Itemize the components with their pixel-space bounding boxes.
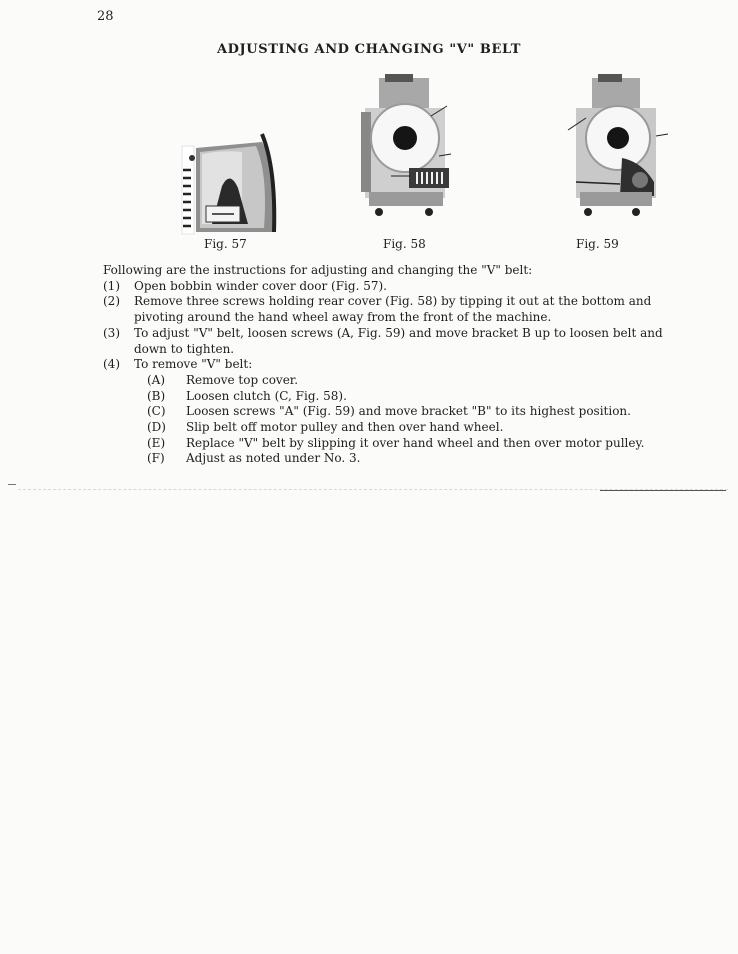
step-text: To remove "V" belt: [134, 357, 253, 372]
substep-d [103, 420, 703, 436]
step-text: Remove three screws holding rear cover (Fig. 58) by tipping it out at the bottom and [134, 294, 652, 309]
substep-text: Adjust as noted under No. 3. [186, 451, 361, 466]
figure-58-photo [355, 72, 455, 222]
step-4 [103, 357, 703, 373]
substep-letter: (B) [147, 388, 166, 403]
instructions [103, 263, 703, 467]
substep-letter: (F) [147, 451, 165, 466]
substep-f [103, 451, 703, 467]
step-2 [103, 294, 703, 310]
step-2-continued [103, 310, 703, 326]
substep-e [103, 436, 703, 452]
figure-57-caption: Fig. 57 [204, 237, 247, 251]
substep-c [103, 404, 703, 420]
substep-b [103, 389, 703, 405]
substep-text: Slip belt off motor pulley and then over hand wheel. [186, 420, 504, 435]
edge-mark [8, 484, 16, 485]
substep-a [103, 373, 703, 389]
step-text: Open bobbin winder cover door (Fig. 57). [134, 278, 387, 293]
substep-letter: (D) [147, 420, 166, 435]
figure-59-caption: Fig. 59 [576, 237, 619, 251]
step-number: (3) [103, 325, 120, 340]
substep-letter: (A) [147, 372, 166, 387]
substep-text: Replace "V" belt by slipping it over hand wheel and then over motor pulley. [186, 435, 645, 450]
substep-letter: (C) [147, 404, 166, 419]
substep-text: Remove top cover. [186, 372, 299, 387]
step-text: pivoting around the hand wheel away from the front of the machine. [134, 310, 552, 325]
substep-letter: (E) [147, 435, 166, 450]
step-3 [103, 326, 703, 342]
step-text: down to tighten. [134, 341, 235, 356]
substep-text: Loosen screws "A" (Fig. 59) and move bracket "B" to its highest position. [186, 404, 631, 419]
page-title: ADJUSTING AND CHANGING "V" BELT [217, 42, 521, 57]
step-number: (4) [103, 357, 120, 372]
substep-text: Loosen clutch (C, Fig. 58). [186, 388, 347, 403]
figure-58-caption: Fig. 58 [383, 237, 426, 251]
intro-text [103, 263, 703, 279]
step-number: (2) [103, 294, 120, 309]
step-number: (1) [103, 278, 120, 293]
page-number: 28 [97, 9, 114, 24]
figure-57-photo [178, 128, 282, 236]
page-divider-dark [600, 490, 726, 491]
figure-59-photo [562, 72, 672, 222]
intro-line: Following are the instructions for adjusting and changing the "V" belt: [103, 263, 533, 277]
step-text: To adjust "V" belt, loosen screws (A, Fig. 59) and move bracket B up to loosen belt and [134, 325, 663, 340]
step-1 [103, 279, 703, 295]
step-3-continued [103, 342, 703, 358]
